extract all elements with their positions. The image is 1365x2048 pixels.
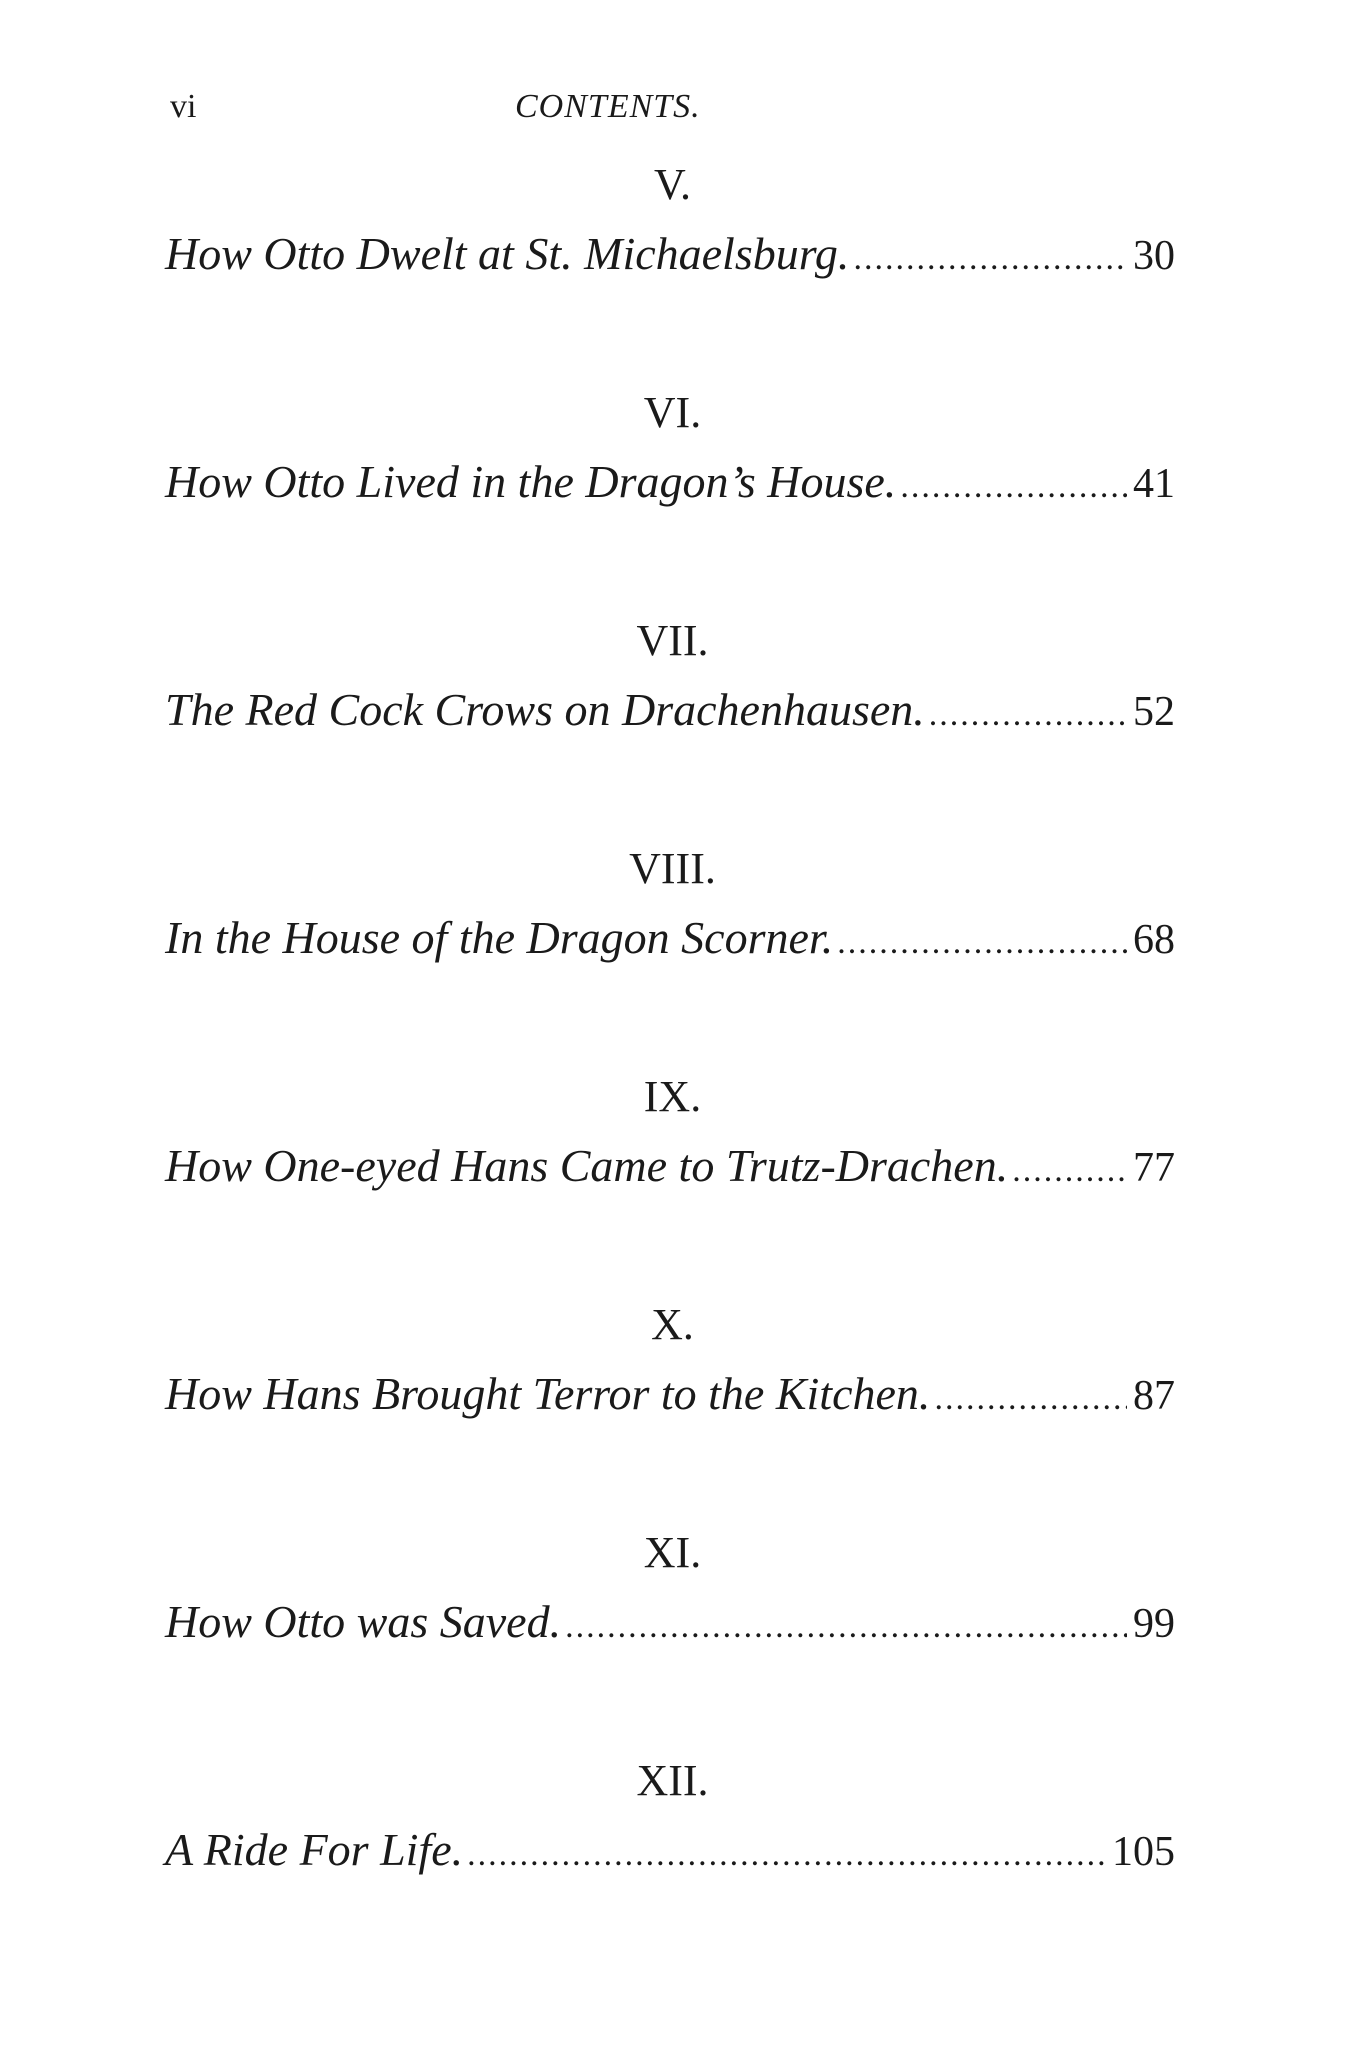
chapter-page: 99 [1133, 1601, 1175, 1647]
chapter-page: 68 [1133, 917, 1175, 963]
dot-leader [467, 1825, 1106, 1885]
chapter-title: How Otto was Saved. [165, 1596, 562, 1647]
chapter-page: 87 [1133, 1373, 1175, 1419]
chapter-numeral: VIII. [629, 844, 716, 893]
toc-line [165, 1592, 1175, 1657]
chapter-title: In the House of the Dragon Scorner. [165, 912, 834, 963]
dot-leader [565, 1597, 1127, 1657]
dot-leader [853, 229, 1127, 289]
toc-line [165, 908, 1175, 973]
toc-line [165, 1820, 1175, 1885]
chapter-title: How One-eyed Hans Came to Trutz-Drachen. [165, 1140, 1009, 1191]
toc-line [165, 1364, 1175, 1429]
dot-leader [934, 1369, 1127, 1429]
dot-leader [929, 685, 1127, 745]
toc-entry-v [165, 160, 1175, 289]
chapter-numeral: VI. [643, 388, 702, 437]
toc-entry-xi [165, 1528, 1175, 1657]
chapter-numeral: XII. [636, 1756, 709, 1805]
toc-line [165, 1136, 1175, 1201]
chapter-title: How Hans Brought Terror to the Kitchen. [165, 1368, 931, 1419]
chapter-page: 77 [1133, 1145, 1175, 1191]
chapter-title: How Otto Dwelt at St. Michaelsburg. [165, 228, 850, 279]
toc-entry-viii [165, 844, 1175, 973]
dot-leader [900, 457, 1127, 517]
dot-leader [1012, 1141, 1127, 1201]
running-head [170, 88, 1170, 138]
toc-line [165, 224, 1175, 289]
chapter-page: 41 [1133, 461, 1175, 507]
toc-entry-vii [165, 616, 1175, 745]
toc-line [165, 680, 1175, 745]
chapter-numeral: XI. [643, 1528, 702, 1577]
chapter-title: The Red Cock Crows on Drachenhausen. [165, 684, 925, 735]
dot-leader [837, 913, 1127, 973]
chapter-page: 105 [1112, 1829, 1175, 1875]
toc-entry-x [165, 1300, 1175, 1429]
running-title: CONTENTS. [515, 88, 701, 125]
chapter-title: A Ride For Life. [165, 1824, 464, 1875]
chapter-page: 30 [1133, 233, 1175, 279]
toc-entry-ix [165, 1072, 1175, 1201]
toc-entry-vi [165, 388, 1175, 517]
chapter-numeral: IX. [643, 1072, 702, 1121]
chapter-numeral: VII. [636, 616, 709, 665]
toc-line [165, 452, 1175, 517]
chapter-page: 52 [1133, 689, 1175, 735]
chapter-numeral: X. [651, 1300, 694, 1349]
chapter-numeral: V. [653, 160, 692, 209]
page-number: vi [170, 88, 197, 125]
toc-entry-xii [165, 1756, 1175, 1885]
chapter-title: How Otto Lived in the Dragon’s House. [165, 456, 897, 507]
